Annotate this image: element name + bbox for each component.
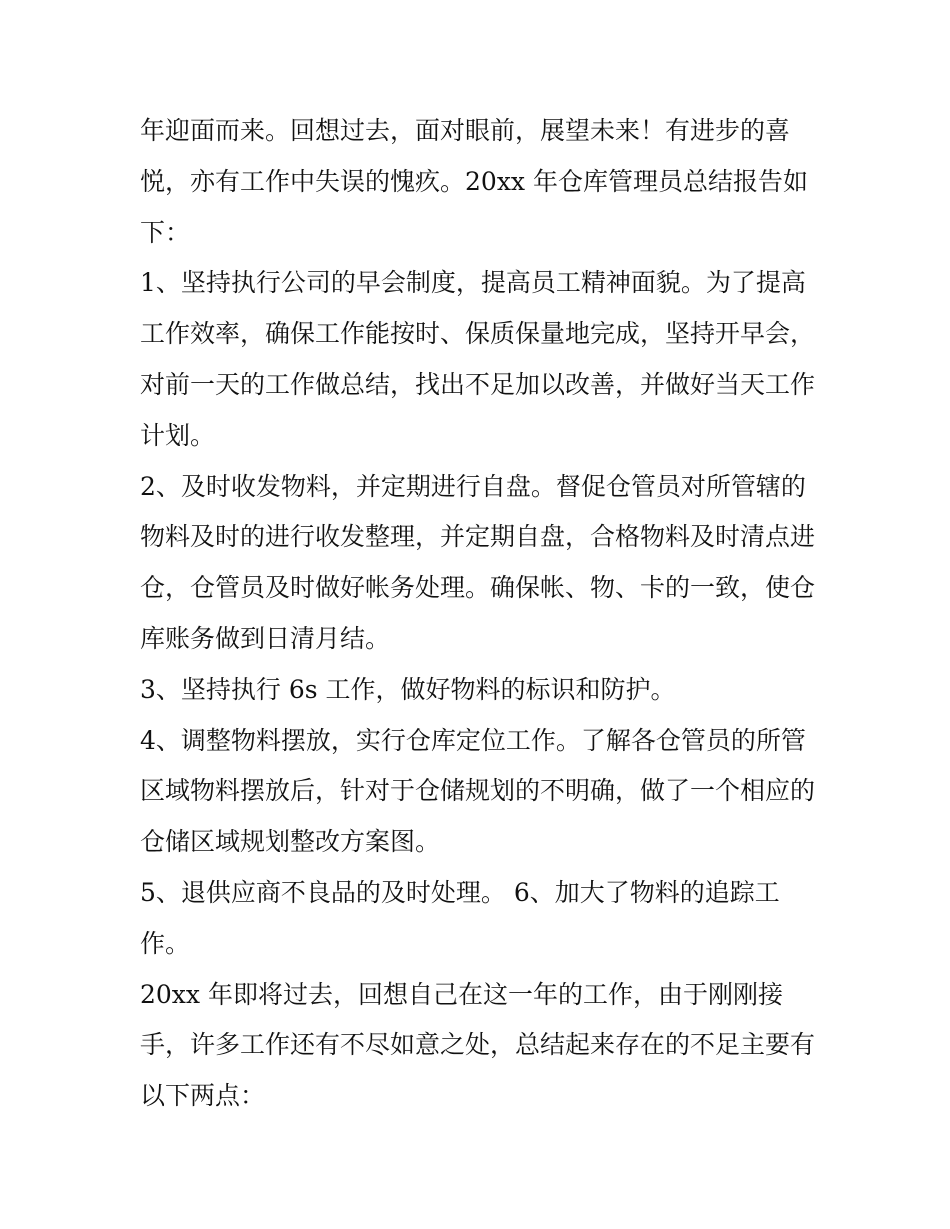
text-line: 对前一天的工作做总结，找出不足加以改善，并做好当天工作 (140, 369, 816, 399)
text-line: 仓，仓管员及时做好帐务处理。确保帐、物、卡的一致，使仓 (140, 573, 816, 603)
text-line: 库账务做到日清月结。 (140, 623, 391, 653)
text-line: 4、调整物料摆放，实行仓库定位工作。了解各仓管员的所管 (140, 725, 806, 755)
text-line: 仓储区域规划整改方案图。 (140, 827, 441, 857)
text-line: 下： (140, 217, 191, 247)
text-line: 5、退供应商不良品的及时处理。 6、加大了物料的追踪工 (140, 877, 780, 907)
text-line: 区域物料摆放后，针对于仓储规划的不明确，做了一个相应的 (140, 776, 816, 806)
text-line: 悦，亦有工作中失误的愧疚。20xx 年仓库管理员总结报告如 (140, 166, 808, 196)
text-line: 计划。 (140, 420, 216, 450)
text-line: 2、及时收发物料，并定期进行自盘。督促仓管员对所管辖的 (140, 471, 806, 501)
text-line: 作。 (140, 928, 191, 958)
text-line: 工作效率，确保工作能按时、保质保量地完成，坚持开早会， (140, 319, 816, 349)
text-line: 手，许多工作还有不尽如意之处，总结起来存在的不足主要有 (140, 1030, 816, 1060)
document-body (140, 106, 820, 1122)
text-line: 1、坚持执行公司的早会制度，提高员工精神面貌。为了提高 (140, 268, 806, 298)
text-line: 3、坚持执行 6s 工作，做好物料的标识和防护。 (140, 674, 676, 704)
text-line: 年迎面而来。回想过去，面对眼前，展望未来！有进步的喜 (140, 116, 791, 145)
text-line: 物料及时的进行收发整理，并定期自盘，合格物料及时清点进 (140, 522, 816, 552)
text-line: 20xx 年即将过去，回想自己在这一年的工作，由于刚刚接 (140, 979, 783, 1009)
text-line: 以下两点： (140, 1081, 266, 1111)
